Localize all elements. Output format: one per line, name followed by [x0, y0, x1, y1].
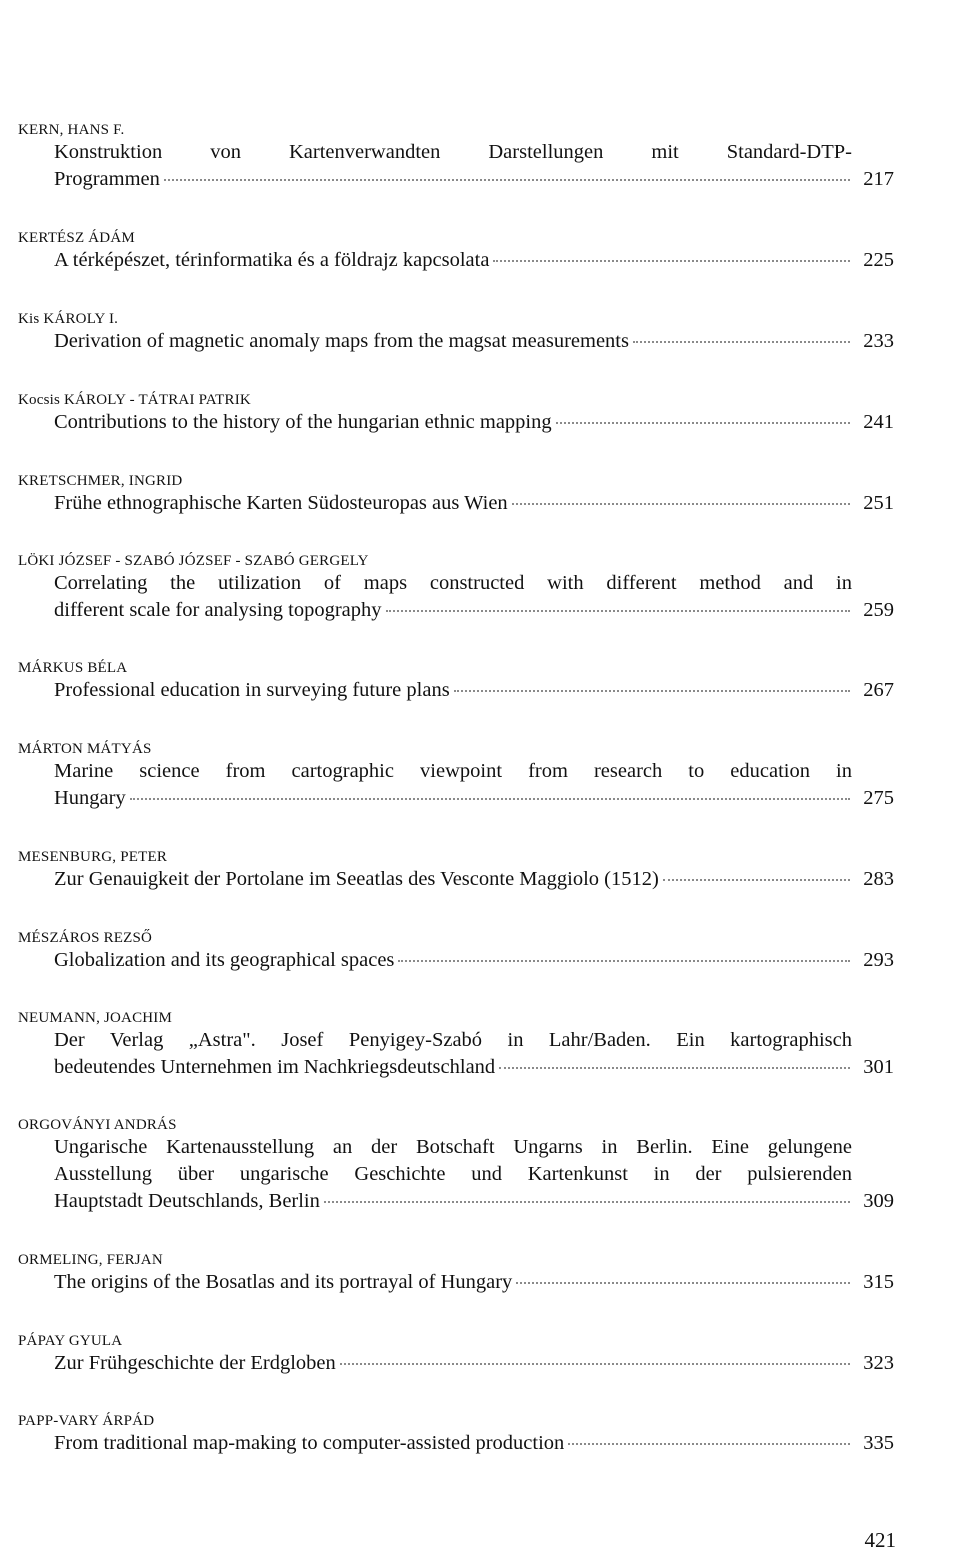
title-line: Ausstellung über ungarische Geschichte und Kartenkunst in der pulsierenden [54, 1163, 852, 1185]
dot-leader [512, 503, 850, 505]
toc-entry [18, 848, 898, 893]
toc-entry [18, 1332, 898, 1377]
entry-page-number: 259 [863, 599, 894, 621]
title-text: Zur Frühgeschichte der Erdgloben [54, 1352, 336, 1374]
entry-title [54, 328, 894, 355]
entry-title [54, 1027, 894, 1081]
toc-entry [18, 1412, 898, 1457]
entry-author: KERN, HANS F. [18, 122, 125, 138]
dot-leader [324, 1201, 850, 1203]
toc-entry [18, 1251, 898, 1296]
dot-leader [454, 690, 850, 692]
title-text: different scale for analysing topography [54, 599, 382, 621]
entry-title [54, 1269, 894, 1296]
title-line: Correlating the utilization of maps constructed with different method and in [54, 572, 852, 594]
title-last-line [54, 1350, 894, 1377]
dot-leader [398, 960, 850, 962]
dot-leader [633, 341, 850, 343]
title-text: bedeutendes Unternehmen im Nachkriegsdeutschland [54, 1056, 496, 1078]
entry-title [54, 490, 894, 517]
dot-leader [663, 879, 850, 881]
title-text: Derivation of magnetic anomaly maps from the magsat measurements [54, 330, 629, 352]
entry-page-number: 335 [863, 1432, 894, 1454]
title-last-line [54, 1054, 894, 1081]
title-text: Professional education in surveying future plans [54, 679, 450, 701]
entry-title [54, 677, 894, 704]
entry-title [54, 139, 894, 193]
entry-title [54, 247, 894, 274]
title-text: Hauptstadt Deutschlands, Berlin [54, 1190, 320, 1212]
dot-leader [164, 179, 850, 181]
entry-author: ORGOVÁNYI ANDRÁS [18, 1117, 177, 1133]
dot-leader [340, 1363, 850, 1365]
dot-leader [568, 1443, 850, 1445]
dot-leader [130, 798, 850, 800]
title-text: Programmen [54, 168, 160, 190]
title-last-line [54, 785, 894, 812]
toc-entry [18, 659, 898, 704]
title-text: A térképészet, térinformatika és a földrajz kapcsolata [54, 249, 490, 271]
title-text: Zur Genauigkeit der Portolane im Seeatlas des Vesconte Maggiolo (1512) [54, 868, 659, 890]
entry-author: MESENBURG, PETER [18, 849, 168, 865]
entry-page-number: 323 [863, 1352, 894, 1374]
title-last-line [54, 677, 894, 704]
dot-leader [386, 610, 850, 612]
entry-title [54, 1350, 894, 1377]
entry-page-number: 301 [863, 1056, 894, 1078]
toc-entry [18, 929, 898, 974]
entry-page-number: 315 [863, 1271, 894, 1293]
toc-entry [18, 1116, 898, 1215]
toc-entry [18, 472, 898, 517]
toc-entry [18, 310, 898, 355]
title-line: Konstruktion von Kartenverwandten Darstellungen mit Standard-DTP- [54, 141, 852, 163]
title-text: Globalization and its geographical spaces [54, 949, 395, 971]
entry-title [54, 570, 894, 624]
toc-entry [18, 391, 898, 436]
dot-leader [493, 260, 850, 262]
entry-page-number: 241 [863, 411, 894, 433]
entry-author: PÁPAY GYULA [18, 1333, 123, 1349]
toc-entry [18, 1009, 898, 1081]
title-line: Marine science from cartographic viewpoint from research to education in [54, 760, 852, 782]
title-text: Contributions to the history of the hungarian ethnic mapping [54, 411, 552, 433]
entry-author: Kocsis KÁROLY - TÁTRAI PATRIK [18, 392, 251, 408]
entry-page-number: 293 [863, 949, 894, 971]
title-last-line [54, 866, 894, 893]
title-last-line [54, 490, 894, 517]
entry-author: KRETSCHMER, INGRID [18, 473, 183, 489]
dot-leader [516, 1282, 850, 1284]
title-line: Ungarische Kartenausstellung an der Botschaft Ungarns in Berlin. Eine gelungene [54, 1136, 852, 1158]
entry-page-number: 275 [863, 787, 894, 809]
entry-title [54, 866, 894, 893]
entry-author: Kis KÁROLY I. [18, 311, 119, 327]
entry-page-number: 309 [863, 1190, 894, 1212]
entry-page-number: 251 [863, 492, 894, 514]
entry-title [54, 1134, 894, 1215]
title-text: Hungary [54, 787, 126, 809]
toc-entry [18, 229, 898, 274]
title-last-line [54, 1269, 894, 1296]
entry-page-number: 217 [863, 168, 894, 190]
title-text: Frühe ethnographische Karten Südosteuropas aus Wien [54, 492, 508, 514]
dot-leader [556, 422, 850, 424]
title-text: From traditional map-making to computer-assisted production [54, 1432, 565, 1454]
title-last-line [54, 166, 894, 193]
entry-page-number: 225 [863, 249, 894, 271]
entry-author: MÁRKUS BÉLA [18, 660, 128, 676]
entry-author: NEUMANN, JOACHIM [18, 1010, 173, 1026]
entry-page-number: 233 [863, 330, 894, 352]
title-last-line [54, 947, 894, 974]
entry-title [54, 409, 894, 436]
dot-leader [499, 1067, 850, 1069]
title-text: The origins of the Bosatlas and its portrayal of Hungary [54, 1271, 513, 1293]
entry-author: MÁRTON MÁTYÁS [18, 741, 152, 757]
title-last-line [54, 1188, 894, 1215]
entry-author: KERTÉSZ ÁDÁM [18, 230, 135, 246]
entry-title [54, 758, 894, 812]
title-last-line [54, 597, 894, 624]
entry-title [54, 1430, 894, 1457]
title-last-line [54, 328, 894, 355]
entry-page-number: 283 [863, 868, 894, 890]
entry-page-number: 267 [863, 679, 894, 701]
toc-entry [18, 740, 898, 812]
entry-author: PAPP-VARY ÁRPÁD [18, 1413, 155, 1429]
page-number: 421 [864, 1528, 896, 1552]
entry-author: MÉSZÁROS REZSŐ [18, 930, 153, 946]
title-last-line [54, 247, 894, 274]
entry-author: ORMELING, FERJAN [18, 1252, 163, 1268]
title-last-line [54, 1430, 894, 1457]
entry-title [54, 947, 894, 974]
toc-entry [18, 121, 898, 193]
entry-author: LÖKI JÓZSEF - SZABÓ JÓZSEF - SZABÓ GERGELY [18, 553, 369, 569]
title-line: Der Verlag „Astra". Josef Penyigey-Szabó in Lahr/Baden. Ein kartographisch [54, 1029, 852, 1051]
toc-entry [18, 552, 898, 624]
title-last-line [54, 409, 894, 436]
